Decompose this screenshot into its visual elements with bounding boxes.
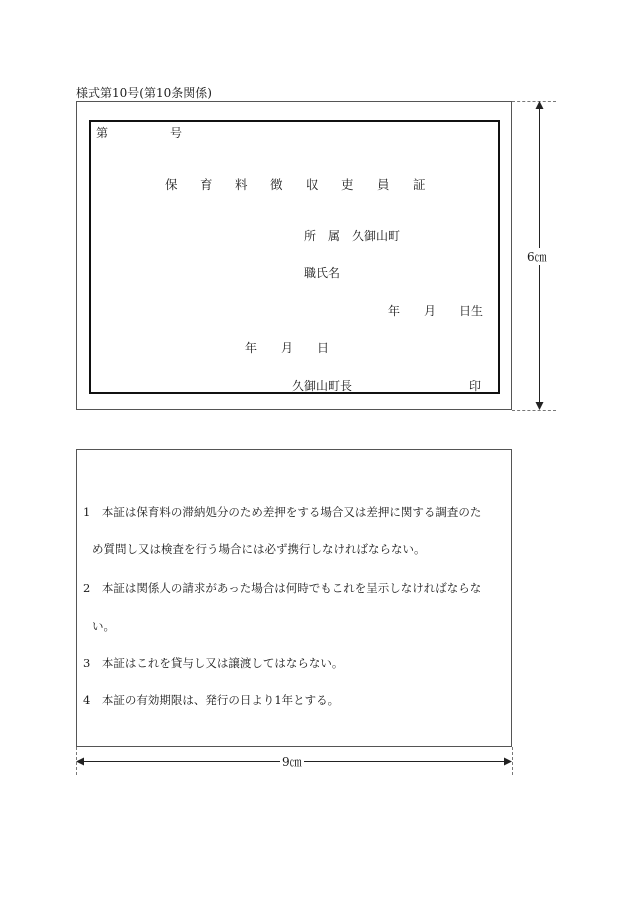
title-char: 員	[377, 177, 390, 192]
note-line: い。	[92, 619, 115, 633]
title-char: 収	[306, 177, 319, 192]
title-char: 吏	[341, 177, 354, 192]
height-dim-label: 6㎝	[527, 250, 547, 264]
arrow-down-icon	[535, 402, 544, 411]
title-char: 徴	[270, 177, 283, 192]
note-line: 2 本証は関係人の請求があった場合は何時でもこれを呈示しなければならな	[83, 581, 482, 595]
width-dim-label: 9㎝	[282, 755, 302, 769]
title-char: 料	[235, 177, 248, 192]
title-char: 保	[165, 177, 178, 192]
issue-month: 月	[281, 341, 294, 355]
birth-year: 年	[388, 304, 401, 318]
note-line: 3 本証はこれを貸与し又は譲渡してはならない。	[83, 656, 344, 670]
card-front-border	[89, 120, 500, 394]
affiliation-value: 久御山町	[352, 229, 401, 243]
arrow-right-icon	[504, 757, 513, 766]
name-label: 職氏名	[304, 266, 341, 280]
affiliation-label: 所 属	[304, 229, 341, 243]
issue-day: 日	[317, 341, 330, 355]
title-char: 証	[413, 177, 426, 192]
arrow-up-icon	[535, 101, 544, 110]
seal-mark: 印	[469, 379, 482, 393]
issue-year: 年	[245, 341, 258, 355]
note-line: め質問し又は検査を行う場合には必ず携行しなければならない。	[92, 542, 426, 556]
number-prefix: 第	[96, 126, 109, 140]
height-dim-extension-bottom	[512, 410, 556, 411]
title-char: 育	[200, 177, 213, 192]
height-dim-extension-top	[512, 101, 556, 102]
note-line: 4 本証の有効期限は、発行の日より1年とする。	[83, 693, 340, 707]
form-number: 様式第10号(第10条関係)	[76, 86, 212, 100]
arrow-left-icon	[76, 757, 85, 766]
birth-day: 日生	[459, 304, 484, 318]
number-suffix: 号	[170, 126, 183, 140]
issuer-title: 久御山町長	[292, 379, 353, 393]
note-line: 1 本証は保育料の滞納処分のため差押をする場合又は差押に関する調査のた	[83, 505, 482, 519]
birth-month: 月	[424, 304, 437, 318]
